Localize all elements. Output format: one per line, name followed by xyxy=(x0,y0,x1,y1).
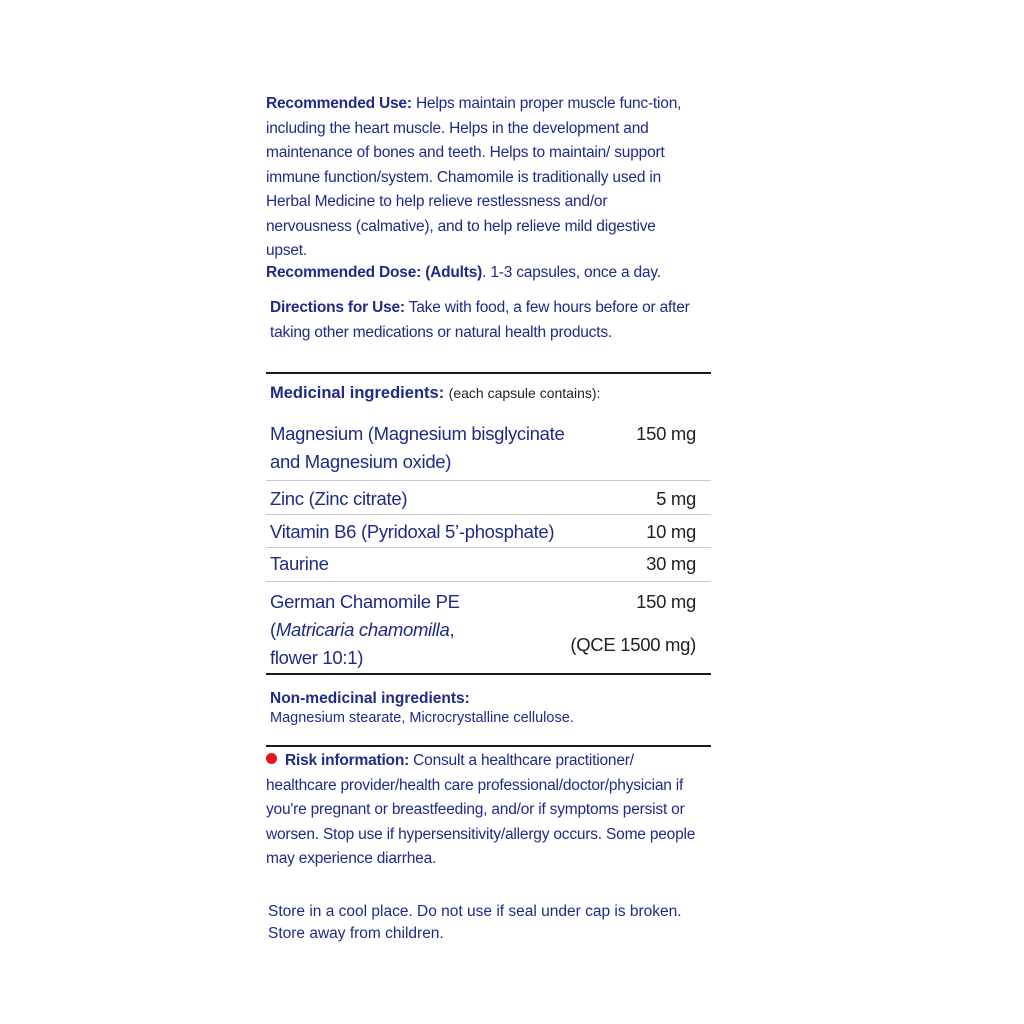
ingredient-amount: 5 mg xyxy=(656,488,696,509)
ingredient-amount: 10 mg xyxy=(646,521,696,542)
recommended-use-section xyxy=(266,92,696,264)
ingredient-amount: 150 mg xyxy=(636,591,696,612)
row-divider xyxy=(266,514,711,515)
recommended-use-label: Recommended Use: xyxy=(266,95,412,112)
storage-line-2: Store away from children. xyxy=(268,925,444,942)
ingredient-name: Taurine xyxy=(270,553,329,574)
directions-section xyxy=(270,296,700,345)
recommended-use-text: Helps maintain proper muscle func-tion, including the heart muscle. Helps in the development and maintenance of bones and teeth. Helps to maintain/ support immune function/system. Chamomile is traditionally used in Herbal Medicine to help relieve restlessness and/or nervousness (calmative), and to help relieve mild digestive upset. xyxy=(266,95,682,259)
ingredient-name: Magnesium (Magnesium bisglycinate and Magnesium oxide) xyxy=(270,423,565,472)
medicinal-ingredients-header xyxy=(270,384,715,403)
risk-text: Consult a healthcare practitioner/ healthcare provider/health care professional/doctor/physician if you're pregnant or breastfeeding, and/or if symptoms persist or worsen. Stop use if hypersensitivity/allergy occurs. Some people may experience diarrhea. xyxy=(266,752,696,867)
ingredient-amount: 30 mg xyxy=(646,553,696,574)
warning-dot-icon xyxy=(266,753,277,764)
section-divider-risk xyxy=(266,745,711,747)
storage-section xyxy=(268,901,713,945)
ingredient-name-block xyxy=(270,588,530,672)
non-medicinal-section xyxy=(270,690,715,726)
directions-label: Directions for Use: xyxy=(270,299,405,316)
non-medicinal-text: Magnesium stearate, Microcrystalline cellulose. xyxy=(270,710,574,726)
ingredient-row-chamomile xyxy=(270,588,696,672)
medicinal-ingredients-sub: (each capsule contains): xyxy=(448,385,601,401)
ingredient-name: Zinc (Zinc citrate) xyxy=(270,488,408,509)
section-divider-top xyxy=(266,372,711,374)
storage-line-1: Store in a cool place. Do not use if seal under cap is broken. xyxy=(268,903,682,920)
recommended-dose-text: . 1-3 capsules, once a day. xyxy=(482,264,661,281)
risk-label: Risk information: xyxy=(285,752,410,769)
recommended-dose-section xyxy=(266,261,711,286)
ingredient-name: Vitamin B6 (Pyridoxal 5’-phosphate) xyxy=(270,521,555,542)
non-medicinal-label: Non-medicinal ingredients: xyxy=(270,690,470,707)
recommended-dose-label: Recommended Dose: (Adults) xyxy=(266,264,483,281)
ingredient-name-tail: flower 10:1) xyxy=(270,647,364,668)
row-divider xyxy=(266,480,711,481)
ingredient-latin-line: (Matricaria chamomilla, xyxy=(270,619,455,640)
directions-text: Take with food, a few hours before or after taking other medications or natural health products. xyxy=(270,299,690,341)
ingredient-latin-name: Matricaria chamomilla xyxy=(275,619,450,640)
ingredient-amount-qce: (QCE 1500 mg) xyxy=(570,634,696,655)
ingredient-row-magnesium xyxy=(270,420,696,476)
ingredient-name: German Chamomile PE xyxy=(270,591,460,612)
row-divider xyxy=(266,581,711,582)
medicinal-ingredients-label: Medicinal ingredients: xyxy=(270,384,445,402)
ingredient-amount: 150 mg xyxy=(636,423,696,444)
section-divider-ingredients xyxy=(266,673,711,675)
row-divider xyxy=(266,547,711,548)
risk-section xyxy=(266,749,706,872)
